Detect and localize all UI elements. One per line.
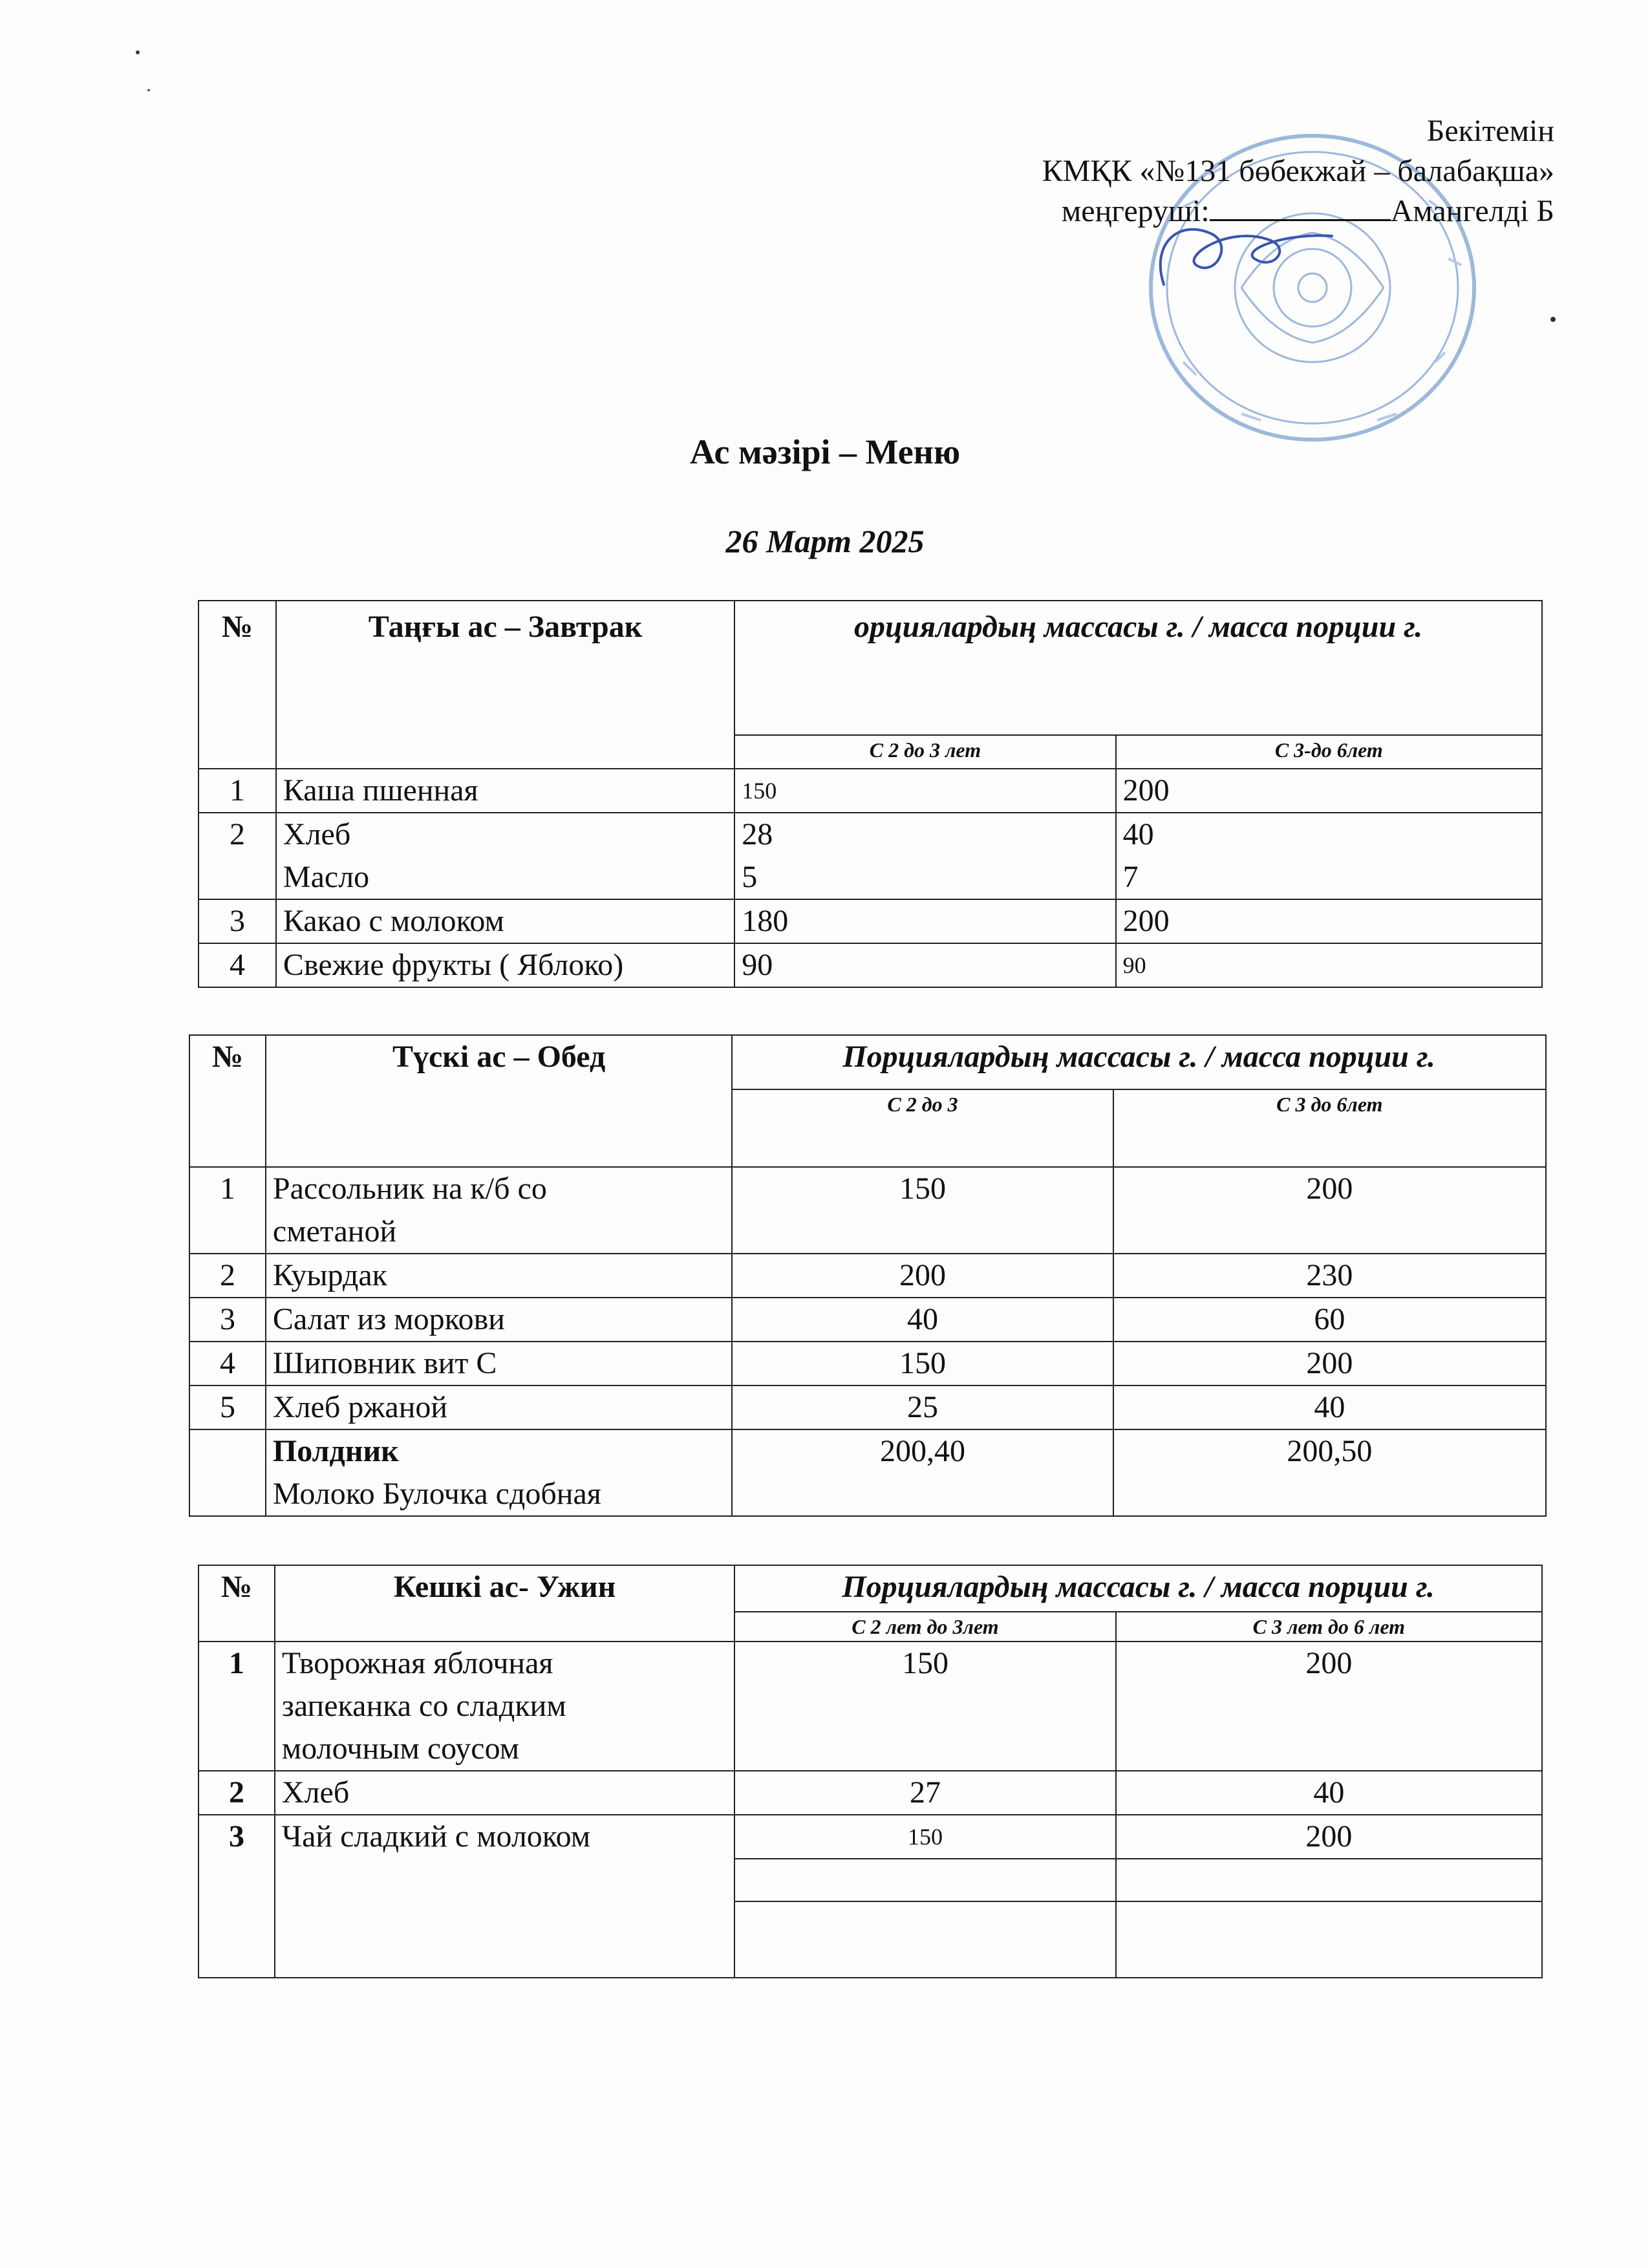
dish-name: [266, 1167, 732, 1254]
mass-a: [734, 813, 1115, 899]
dish-name: [276, 813, 734, 899]
mass-a: 40: [732, 1298, 1113, 1342]
empty-cell: [1116, 1859, 1542, 1901]
mass-b: [1116, 813, 1542, 899]
director-line: [1042, 191, 1554, 231]
dish-line: сметаной: [272, 1214, 397, 1248]
row-number: 3: [189, 1298, 266, 1342]
age-group-a: С 2 до 3: [732, 1089, 1113, 1167]
institution-name: КМҚК «№131 бөбекжай – балабақша»: [1042, 154, 1554, 188]
dish-name: Шиповник вит С: [266, 1342, 732, 1385]
dish-name: Хлеб: [275, 1771, 734, 1815]
mass-a: 150: [732, 1342, 1113, 1385]
row-number: 1: [198, 769, 276, 813]
row-number: 1: [189, 1167, 266, 1254]
col-dish-header: Түскі ас – Обед: [266, 1035, 732, 1167]
menu-date: 26 Март 2025: [725, 523, 925, 559]
dish-name: Какао с молоком: [276, 899, 734, 943]
mass-line: 40: [1122, 817, 1154, 851]
row-number: 5: [189, 1385, 266, 1429]
dish-name: [275, 1642, 734, 1771]
col-number-header: №: [189, 1035, 266, 1167]
table-row: [198, 813, 1542, 899]
mass-line: 5: [742, 860, 758, 894]
dish-name: Чай сладкий с молоком: [275, 1815, 734, 1978]
age-group-a: С 2 до 3 лет: [734, 735, 1115, 769]
mass-a: 90: [734, 943, 1115, 987]
row-number: 4: [189, 1342, 266, 1385]
empty-cell: [734, 1859, 1115, 1901]
age-group-b: С 3 лет до 6 лет: [1116, 1612, 1542, 1642]
empty-cell: [1116, 1901, 1542, 1978]
dish-line: Полдник: [272, 1434, 399, 1468]
col-dish-header: Кешкі ас- Ужин: [275, 1565, 734, 1642]
col-dish-header: Таңғы ас – Завтрак: [276, 601, 734, 769]
table-row: [198, 899, 1542, 943]
table-row: [189, 1167, 1546, 1254]
dish-name: Каша пшенная: [276, 769, 734, 813]
mass-a: 150: [732, 1167, 1113, 1254]
table-row: [189, 1342, 1546, 1385]
dish-name: Хлеб ржаной: [266, 1385, 732, 1429]
mass-b: 200: [1116, 1642, 1542, 1771]
director-name: Амангелді Б: [1390, 194, 1554, 228]
mass-a: 200,40: [732, 1429, 1113, 1516]
mass-b: 200: [1116, 1815, 1542, 1859]
age-group-b: С 3-до 6лет: [1116, 735, 1542, 769]
dish-name: [266, 1429, 732, 1516]
dish-line: Хлеб: [283, 817, 351, 851]
age-group-a: С 2 лет до 3лет: [734, 1612, 1115, 1642]
table-row: [198, 943, 1542, 987]
dish-line: Молоко Булочка сдобная: [272, 1477, 601, 1511]
lunch-table: [189, 1034, 1547, 1517]
table-row: [198, 769, 1542, 813]
mass-a: 25: [732, 1385, 1113, 1429]
col-number-header: №: [198, 601, 276, 769]
row-number: 2: [189, 1254, 266, 1298]
row-number: 2: [198, 1771, 275, 1815]
director-label: меңгеруші:: [1061, 194, 1210, 228]
mass-line: 28: [742, 817, 773, 851]
mass-a: 150: [734, 1642, 1115, 1771]
age-group-b: С 3 до 6лет: [1113, 1089, 1546, 1167]
mass-b: 40: [1116, 1771, 1542, 1815]
mass-line: 7: [1122, 860, 1139, 894]
approval-block: [1042, 111, 1554, 231]
table-row: [198, 1815, 1542, 1859]
mass-b: 90: [1116, 943, 1542, 987]
dish-line: Рассольник на к/б со: [272, 1171, 547, 1206]
dish-name: Куырдак: [266, 1254, 732, 1298]
mass-a: 27: [734, 1771, 1115, 1815]
scan-speck: [1550, 317, 1556, 322]
table-row: [189, 1429, 1546, 1516]
approval-title: Бекітемін: [1426, 114, 1554, 148]
row-number: 3: [198, 899, 276, 943]
row-number: 3: [198, 1815, 275, 1978]
table-row: [189, 1385, 1546, 1429]
row-number: 4: [198, 943, 276, 987]
col-mass-header: орциялардың массасы г. / масса порции г.: [734, 601, 1542, 735]
col-mass-header: Порциялардың массасы г. / масса порции г.: [732, 1035, 1546, 1089]
mass-b: 200: [1113, 1167, 1546, 1254]
mass-b: 40: [1113, 1385, 1546, 1429]
mass-a: 150: [734, 769, 1115, 813]
table-row: [198, 1642, 1542, 1771]
breakfast-table: [198, 600, 1543, 988]
table-row: [189, 1298, 1546, 1342]
col-number-header: №: [198, 1565, 275, 1642]
row-number: 1: [198, 1642, 275, 1771]
dish-line: запеканка со сладким: [281, 1689, 566, 1723]
mass-b: 200,50: [1113, 1429, 1546, 1516]
mass-a: 180: [734, 899, 1115, 943]
dish-line: молочным соусом: [281, 1731, 520, 1766]
page-title: Ас мәзірі – Меню: [689, 433, 961, 471]
dish-name: Салат из моркови: [266, 1298, 732, 1342]
table-row: [198, 1771, 1542, 1815]
dinner-table: [198, 1565, 1543, 1978]
mass-a: 200: [732, 1254, 1113, 1298]
mass-b: 200: [1116, 899, 1542, 943]
empty-cell: [734, 1901, 1115, 1978]
dish-line: Масло: [283, 860, 370, 894]
row-number: 2: [198, 813, 276, 899]
mass-b: 60: [1113, 1298, 1546, 1342]
mass-b: 200: [1116, 769, 1542, 813]
scan-speck: [147, 89, 150, 91]
scan-speck: [136, 50, 140, 54]
signature-line: [1210, 193, 1391, 221]
mass-b: 230: [1113, 1254, 1546, 1298]
row-number: [189, 1429, 266, 1516]
col-mass-header: Порциялардың массасы г. / масса порции г.: [734, 1565, 1542, 1612]
mass-b: 200: [1113, 1342, 1546, 1385]
mass-a: 150: [734, 1815, 1115, 1859]
dish-name: Свежие фрукты ( Яблоко): [276, 943, 734, 987]
dish-line: Творожная яблочная: [281, 1646, 553, 1680]
table-row: [189, 1254, 1546, 1298]
